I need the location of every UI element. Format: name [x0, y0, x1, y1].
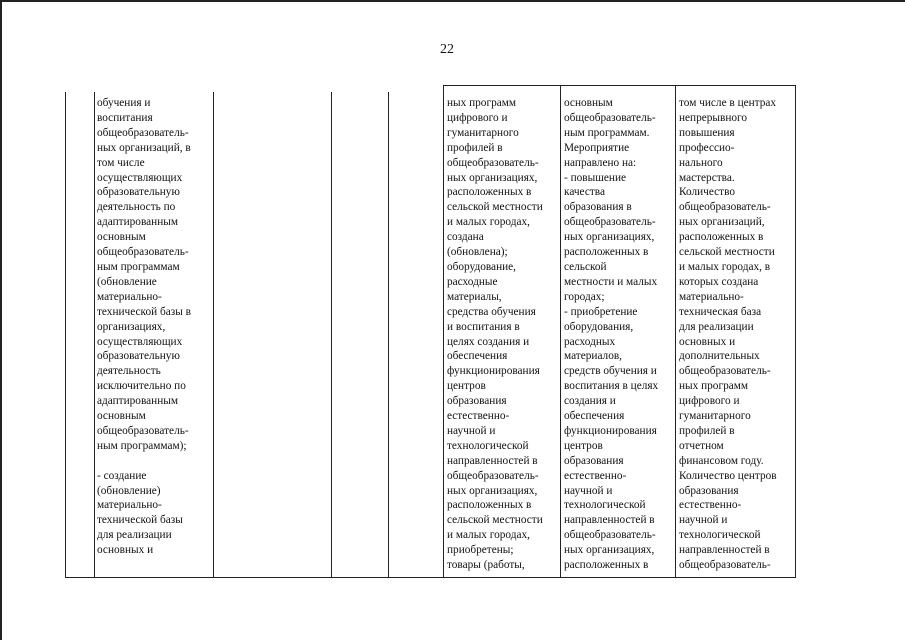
cell-col8-text: том числе в центрах непрерывного повышения профессио- нального мастерства. Количество общеобразователь- ных организаций, расположенных в сельской местности и малых городах, в которых создана материально- техническая база для реализации основных и дополнительных общеобразователь- ных программ цифрового и гуманитарного профилей в отчетном финансовом году. Количество центров образования естественно- научной и технологической направленностей в общеобразователь-: [679, 97, 777, 572]
cell-col7-text: основным общеобразователь- ным программам. Мероприятие направлено на: - повышение качества образования в общеобразователь- ных организациях, расположенных в сельской местности и малых городах; - приобретение оборудования, расходных материалов, средств обучения и воспитания в целях создания и обеспечения функционирования центров образования естественно- научной и технологической направленностей в общеобразователь- ных организациях, расположенных в: [564, 97, 659, 572]
cell-col1-text: обучения и воспитания общеобразователь- ных организаций, в том числе осуществляющих образовательную деятельность по адаптированным основным общеобразователь- ным программам (обновление материально- технической базы в организациях, осуществляющих образовательную деятельность исключительно по адаптированным основным общеобразователь- ным программам); - создание (обновление) материально- технической базы для реализации основных и: [97, 97, 191, 557]
cell-col6-text: ных программ цифрового и гуманитарного профилей в общеобразователь- ных организациях, расположенных в сельской местности и малых городах, создана (обновлена); оборудование, расходные материалы, средства обучения и воспитания в целях создания и обеспечения функционирования центров образования естественно- научной и технологической направленностей в общеобразователь- ных организациях, расположенных в сельской местности и малых городах, приобретены; товары (работы,: [447, 97, 543, 572]
page-number: 22: [440, 42, 454, 57]
